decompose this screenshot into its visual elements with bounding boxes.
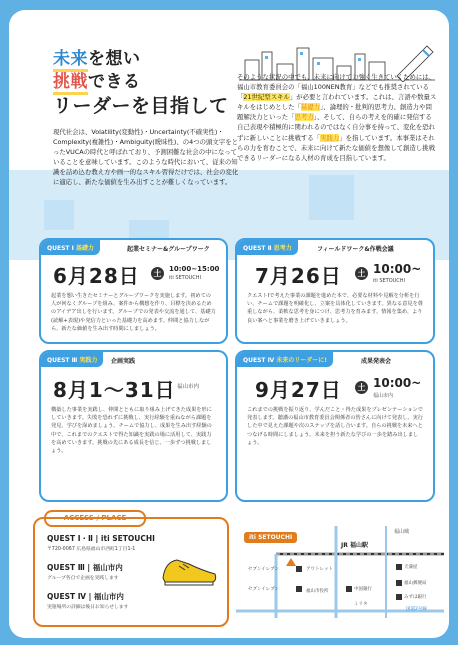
quest-skill: 未来のリーダーに! xyxy=(276,357,328,364)
map-label: ミリタ xyxy=(354,602,368,607)
skill-highlight: 21世紀型スキル xyxy=(243,93,290,102)
intro-text: 」、そして、自らの考えを的確に発信する自己表現や積極的に関われるのではなく自分事を持って、変化を恐れずに新しいことに挑戦する「 xyxy=(237,113,435,142)
quest-tag xyxy=(237,352,333,367)
access-place-tag: ACCESS / PLACE xyxy=(44,510,146,527)
map-venue-label: iti SETOUCHI xyxy=(244,532,297,543)
map-label: セブンイレブン xyxy=(248,567,279,572)
quest-card-1 xyxy=(39,238,228,344)
map-castle-label: 福山城 xyxy=(394,529,410,535)
bg-square xyxy=(44,200,74,230)
title-emphasis-challenge: 挑戦 xyxy=(53,72,88,95)
access-quest-4: QUEST Ⅳ | 福山市内 xyxy=(47,592,124,601)
quest-number: QUEST Ⅰ xyxy=(47,245,74,252)
weekday-badge: 土 xyxy=(355,381,368,394)
access-address: 〒720-0067 広島県福山市西町1丁目1-1 xyxy=(47,547,136,552)
quest-number: QUEST Ⅲ xyxy=(47,357,78,364)
quest-place: 福山市内 xyxy=(177,384,200,390)
title-line-1 xyxy=(53,48,243,70)
quest-text: 構築した事業を実践し、仲間とともに取り組み上げてきた成果を形にしていきます。失敗を恐れずに挑戦し、実行経験を重ねながら課題を発見、学びを深めましょう。チームで協力し、成果を生み出す経験の中で、これまでのクエストで得た知識を実践の場に活用して、実践力を高めていきます。挑戦の先にある成長を信じ、一歩ずつ挑戦しましょう。 xyxy=(51,407,212,455)
quest-date: 6月28日 xyxy=(53,264,140,288)
quest-description: 起業セミナー&グループワーク xyxy=(127,246,210,253)
access-quest-1-2: QUEST Ⅰ・Ⅱ | iti SETOUCHI xyxy=(47,534,155,543)
bg-square xyxy=(309,175,354,220)
quest-time: 10:00~ xyxy=(373,262,422,276)
quest-skill: 実践力 xyxy=(79,357,98,364)
map-label: みずほ銀行 xyxy=(404,595,427,600)
weekday-badge: 土 xyxy=(355,267,368,280)
skill-highlight: 基礎力 xyxy=(300,103,321,112)
quest-time: 10:00~15:00 xyxy=(169,265,220,273)
map-station-label: JR 福山駅 xyxy=(341,542,368,549)
footer xyxy=(0,624,458,632)
quest-date: 9月27日 xyxy=(255,378,342,402)
title-line-3 xyxy=(53,95,243,117)
intro-right-text xyxy=(237,72,437,163)
footer-text: 2025 FUKUYAMA SUMMER VACATION QUEST xyxy=(238,624,430,632)
intro-text: 」、論理的・批判的思考力、創造力や問題解決力といった「 xyxy=(237,103,432,122)
title-text: を想い xyxy=(88,49,141,69)
map-label: 福山郵便局 xyxy=(404,581,427,586)
title-emphasis-future: 未来 xyxy=(53,49,88,72)
title-line-2 xyxy=(53,71,243,93)
title-text: できる xyxy=(88,72,141,92)
quest-description: 企画実践 xyxy=(111,358,136,365)
quest-card-3 xyxy=(39,350,228,502)
quest-skill: 思考力 xyxy=(273,245,292,252)
quest-date: 8月1〜31日 xyxy=(53,378,176,402)
access-quest-3-note: グループ各自で企画を実践します xyxy=(47,576,119,581)
quest-skill: 基礎力 xyxy=(75,245,94,252)
sneaker-icon xyxy=(159,550,219,588)
quest-number: QUEST Ⅳ xyxy=(243,357,275,364)
quest-tag xyxy=(237,240,298,255)
quest-text: 起業を想い生きたセミナーとグループワークを実施します。初めての人が何なくグループを組み、案件から構想を作り、目標を決めるためのアイデア出しを行います。グループでの発表や交流を通して、基礎力(読解+表現)や発信力といった基礎力を高めます。仲間と協力しながら、新たな価値を生み出す時間にしましょう。 xyxy=(51,293,216,332)
quest-tag xyxy=(41,352,103,367)
intro-left-text: 現代社会は、Volatility(変動性)・Uncertainty(不確実性)・Complexity(複雑性)・Ambiguity(曖昧性)、の4つの頭文字をとったVUCAの時代と呼ばれており、予測困難な社会の中になっていることを意味しています。このような時代において、従来の知識を詰め込む教え方や画一的なスキル習得だけでは、社会の変化に適応し、新たな価値を生み出すことが難しくなっています。 xyxy=(53,128,239,187)
title-text: リーダーを目指して xyxy=(53,95,229,117)
quest-place: iti SETOUCHI xyxy=(169,275,202,281)
access-map xyxy=(236,526,444,618)
quest-tag xyxy=(41,240,100,255)
quest-number: QUEST Ⅱ xyxy=(243,245,272,252)
intro-text: 」が必要と言われています。これは、言語や数量スキルをはじめとした「 xyxy=(237,93,437,112)
skill-highlight: 思考力 xyxy=(294,113,314,122)
quest-place: 福山市内 xyxy=(373,393,394,399)
map-label: セブンイレブン xyxy=(248,587,279,592)
map-label: 福山市役所 xyxy=(306,589,329,594)
access-quest-4-note: 実施場所の詳細は後日お知らせします xyxy=(47,605,129,610)
map-road-label: 国道2号線 xyxy=(406,607,427,612)
quest-description: フィールドワーク&作戦会議 xyxy=(317,246,394,253)
access-quest-3: QUEST Ⅲ | 福山市内 xyxy=(47,563,123,572)
intro-text: そのような状況の中でも、未来に向けて力強く生きていくためには、福山市教育委員会の「福山100NEN教育」などでも推奨されている「 xyxy=(237,73,436,102)
quest-text: これまでの挑戦を振り返り、学んだこと・得た成果をプレゼンテーションで発表します。聴講の福山市教育委員会関係者の皆さんに向けて発表し、実行した中で見えた課題や次のステップを話し合います。自らの挑戦を未来へとつなげる時間にしましょう。未来を担う新たな学びの一歩を踏み出しましょう。 xyxy=(247,407,423,446)
weekday-badge: 土 xyxy=(151,267,164,280)
quest-date: 7月26日 xyxy=(255,264,342,288)
quest-text: クエストⅠで考えた事業の課題を進めた本で、必要な材料や見解を分析を行い、チームで課題を明確化し、立案を具体化していきます。異なる意見を尊重しながら、柔軟な思考を身につけ、思考力を育みます。情報を集め、より良い案へと事業を磨き上げていきましょう。 xyxy=(247,293,423,324)
page-sheet xyxy=(9,10,449,638)
skill-highlight: 実践力 xyxy=(320,133,340,142)
quest-card-2 xyxy=(235,238,435,344)
map-label: 中国銀行 xyxy=(354,587,372,592)
map-label: 天満屋 xyxy=(404,565,418,570)
map-label: アウトレット xyxy=(306,567,333,572)
quest-place: iti SETOUCHI xyxy=(373,278,406,284)
quest-description: 成果発表会 xyxy=(361,358,392,365)
quest-card-4 xyxy=(235,350,435,502)
quest-time: 10:00~ xyxy=(373,376,422,390)
intro-text: 」を指しています。本事業はそれらの力を育むことで、未来に向けて新たな価値を想像して創造し挑戦できるリーダーになる人材の育成を目指しています。 xyxy=(237,133,435,162)
